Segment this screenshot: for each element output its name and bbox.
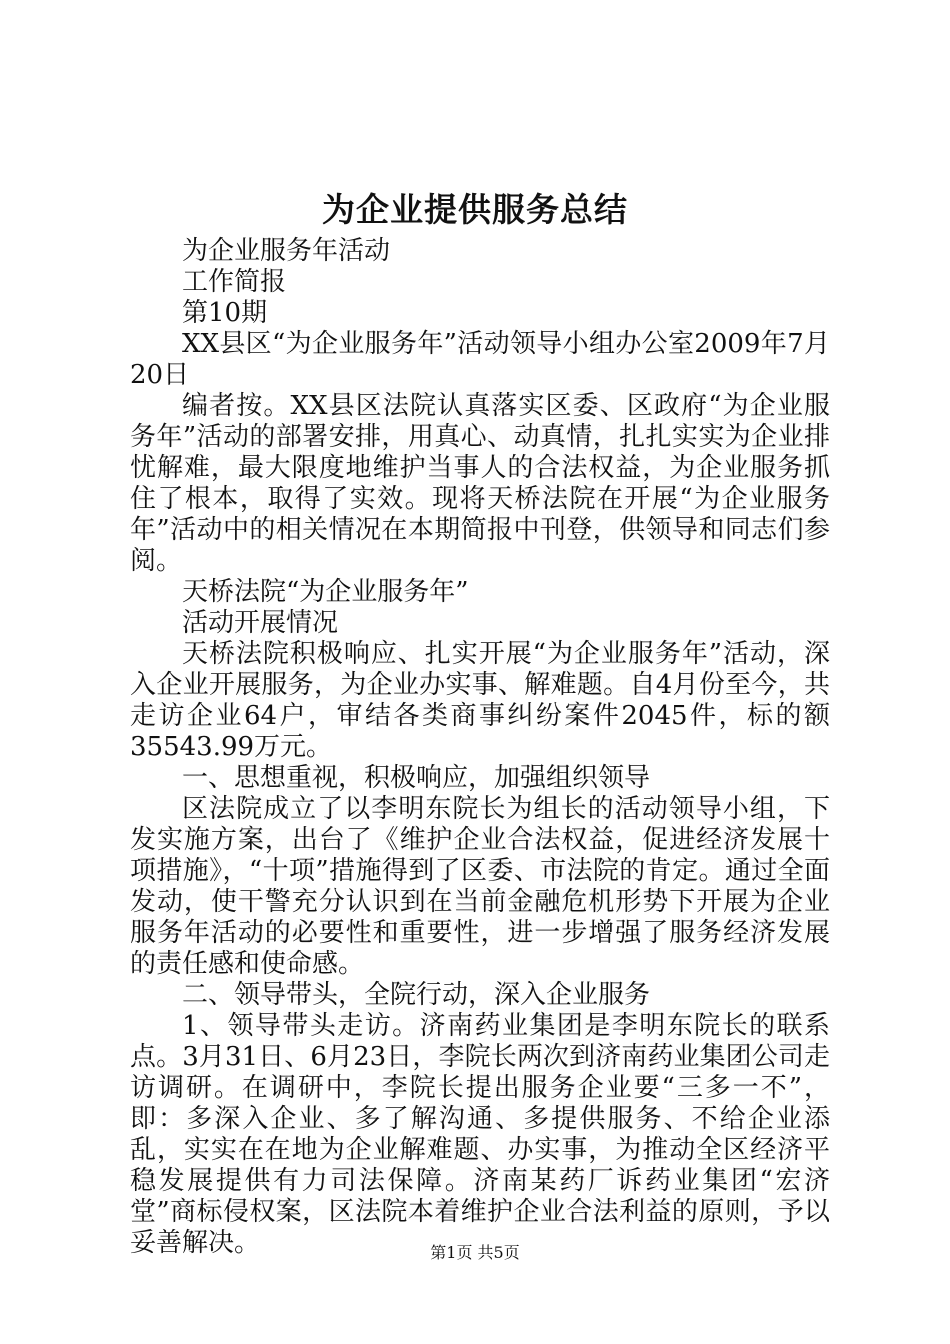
paragraph-bulletin-label: 工作简报 <box>182 267 287 297</box>
paragraph-section-2-item-1: 1、领导带头走访。济南药业集团是李明东院长的联系点。3月31日、6月23日，李院长两次到济南药业集团公司走访调研。在调研中，李院长提出服务企业要“三多一不”，即：多深入企业、多了解沟通、多提供服务、不给企业添乱，实实在在地为企业解难题、办实事，为推动全区经济平稳发展提供有力司法保障。济南某药厂诉药业集团“宏济堂”商标侵权案，区法院本着维护企业合法利益的原则，予以妥善解决。 <box>130 1011 830 1258</box>
document-body <box>130 236 830 1259</box>
document-title: 为企业提供服务总结 <box>322 190 628 229</box>
section-heading-1: 一、思想重视，积极响应，加强组织领导 <box>182 763 651 793</box>
section-heading-2: 二、领导带头，全院行动，深入企业服务 <box>182 980 651 1010</box>
paragraph-overview: 天桥法院积极响应、扎实开展“为企业服务年”活动，深入企业开展服务，为企业办实事、解难题。自4月份至今，共走访企业64户，审结各类商事纠纷案件2045件，标的额35543.99万元。 <box>130 639 830 762</box>
paragraph-issuer-date: XX县区“为企业服务年”活动领导小组办公室2009年7月20日 <box>130 329 830 390</box>
paragraph-section-1: 区法院成立了以李明东院长为组长的活动领导小组，下发实施方案，出台了《维护企业合法权益，促进经济发展十项措施》，“十项”措施得到了区委、市法院的肯定。通过全面发动，使干警充分认识到在当前金融危机形势下开展为企业服务年活动的必要性和重要性，进一步增强了服务经济发展的责任感和使命感。 <box>130 794 830 979</box>
paragraph-subtitle-1: 天桥法院“为企业服务年” <box>182 577 469 607</box>
paragraph-event-name: 为企业服务年活动 <box>182 236 391 266</box>
paragraph-editor-note: 编者按。XX县区法院认真落实区委、区政府“为企业服务年”活动的部署安排，用真心、动真情，扎扎实实为企业排忧解难，最大限度地维护当事人的合法权益，为企业服务抓住了根本，取得了实效。现将天桥法院在开展“为企业服务年”活动中的相关情况在本期简报中刊登，供领导和同志们参阅。 <box>130 391 830 576</box>
paragraph-issue-number: 第10期 <box>182 298 268 328</box>
paragraph-subtitle-2: 活动开展情况 <box>182 608 339 638</box>
page-footer: 第1页 共5页 <box>430 1243 520 1262</box>
